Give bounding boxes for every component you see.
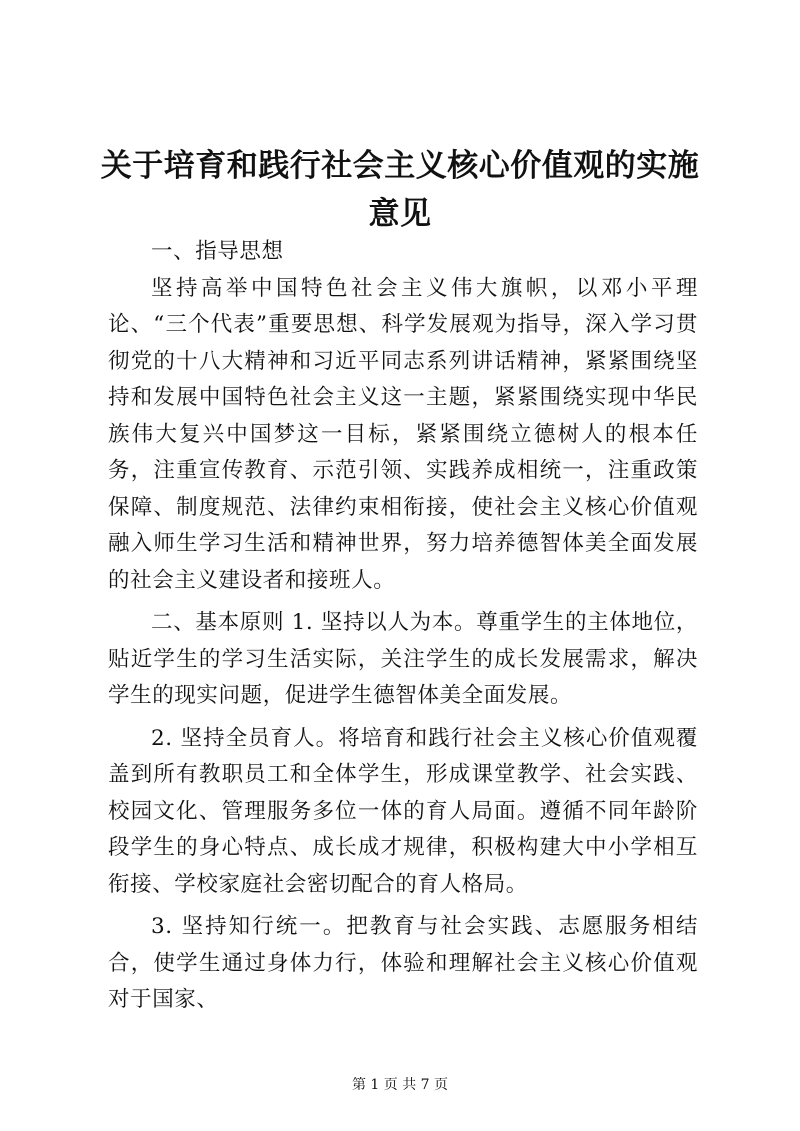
document-body [108,234,698,1019]
section-heading-guiding-thought: 一、指导思想 [151,239,284,264]
paragraph-basic-principles: 二、基本原则 1. 坚持以人为本。尊重学生的主体地位，贴近学生的学习生活实际，关注学生的成长发展需求，解决学生的现实问题，促进学生德智体美全面发展。 [108,610,698,708]
paragraph-principle-3: 3. 坚持知行统一。把教育与社会实践、志愿服务相结合，使学生通过身体力行，体验和理解社会主义核心价值观对于国家、 [108,914,698,1012]
paragraph-principle-2: 2. 坚持全员育人。将培育和践行社会主义核心价值观覆盖到所有教职员工和全体学生，形成课堂教学、社会实践、校园文化、管理服务多位一体的育人局面。遵循不同年龄阶段学生的身心特点、成长成才规律，积极构建大中小学相互衔接、学校家庭社会密切配合的育人格局。 [108,725,698,897]
page-number-footer: 第 1 页 共 7 页 [351,1077,449,1093]
paragraph-guiding-thought: 坚持高举中国特色社会主义伟大旗帜，以邓小平理论、“三个代表”重要思想、科学发展观为指导，深入学习贯彻党的十八大精神和习近平同志系列讲话精神，紧紧围绕坚持和发展中国特色社会主义这一主题，紧紧围绕实现中华民族伟大复兴中国梦这一目标，紧紧围绕立德树人的根本任务，注重宣传教育、示范引领、实践养成相统一，注重政策保障、制度规范、法律约束相衔接，使社会主义核心价值观融入师生学习生活和精神世界，努力培养德智体美全面发展的社会主义建设者和接班人。 [108,275,698,593]
document-title: 关于培育和践行社会主义核心价值观的实施意见 [100,148,700,232]
